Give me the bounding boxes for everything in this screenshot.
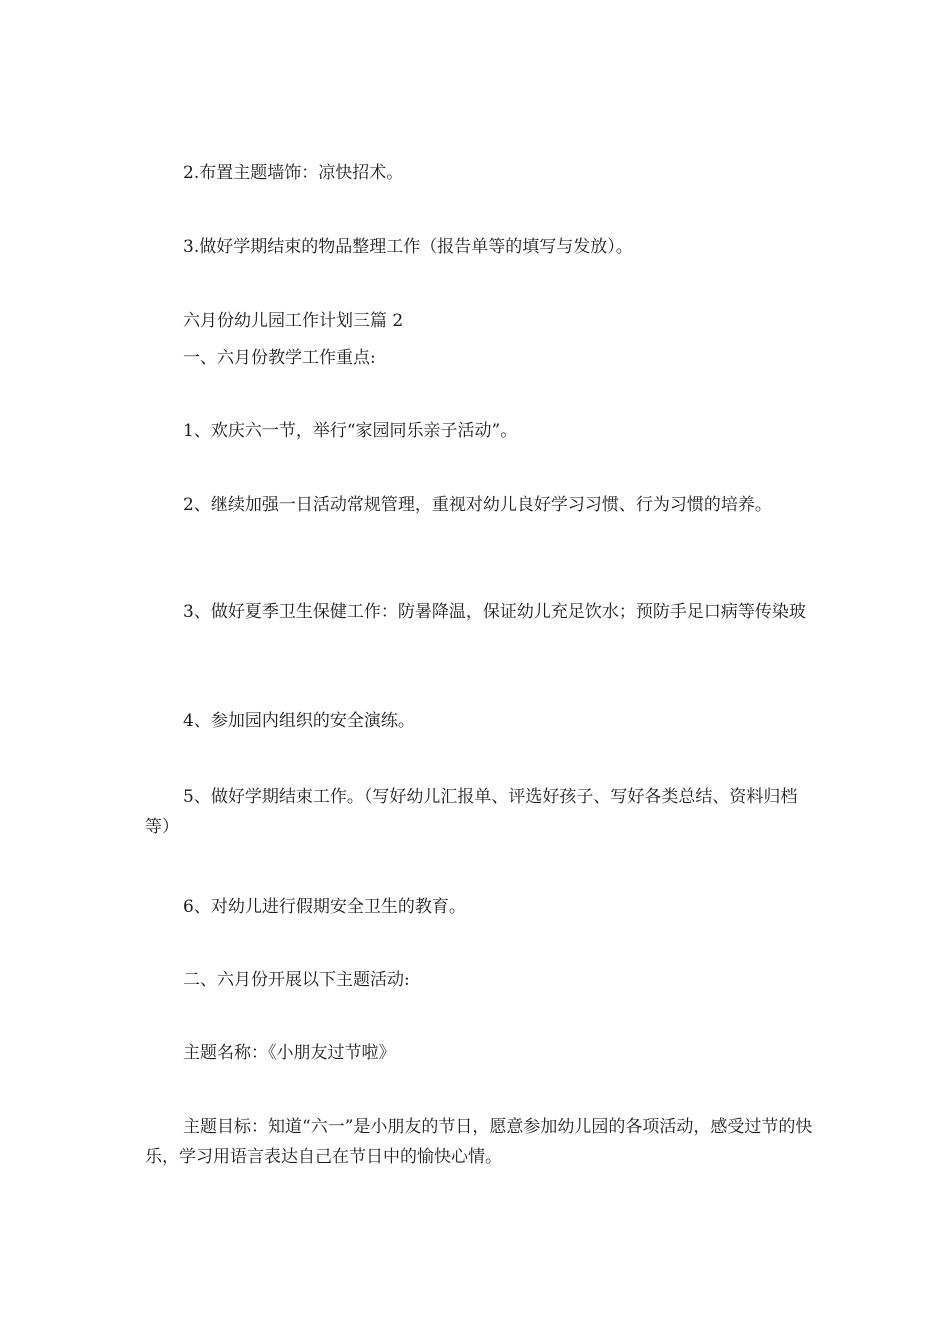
paragraph-theme-goal: 主题目标：知道“六一”是小朋友的节日，愿意参加幼儿园的各项活动，感受过节的快乐，学习用语言表达自己在节日中的愉快心情。 <box>145 1117 813 1167</box>
section-heading-theme-activities: 二、六月份开展以下主题活动: <box>183 970 410 990</box>
paragraph-theme-wall: 2.布置主题墙饰：凉快招术。 <box>183 163 404 183</box>
section-heading-teaching-focus: 一、六月份教学工作重点: <box>183 348 376 368</box>
paragraph-item-5: 5、做好学期结束工作。（写好幼儿汇报单、评选好孩子、写好各类总结、资料归档等） <box>145 787 798 837</box>
paragraph-item-2: 2、继续加强一日活动常规管理，重视对幼儿良好学习习惯、行为习惯的培养。 <box>183 495 772 515</box>
paragraph-item-3: 3、做好夏季卫生保健工作：防暑降温，保证幼儿充足饮水；预防手足口病等传染玻 <box>183 602 806 622</box>
paragraph-item-6: 6、对幼儿进行假期安全卫生的教育。 <box>183 897 466 917</box>
paragraph-item-1: 1、欢庆六一节，举行“家园同乐亲子活动”。 <box>183 421 518 441</box>
paragraph-theme-name: 主题名称：《小朋友过节啦》 <box>183 1043 396 1063</box>
section-title: 六月份幼儿园工作计划三篇 2 <box>183 311 404 331</box>
paragraph-semester-items: 3.做好学期结束的物品整理工作（报告单等的填写与发放）。 <box>183 237 633 257</box>
paragraph-item-4: 4、参加园内组织的安全演练。 <box>183 711 415 731</box>
